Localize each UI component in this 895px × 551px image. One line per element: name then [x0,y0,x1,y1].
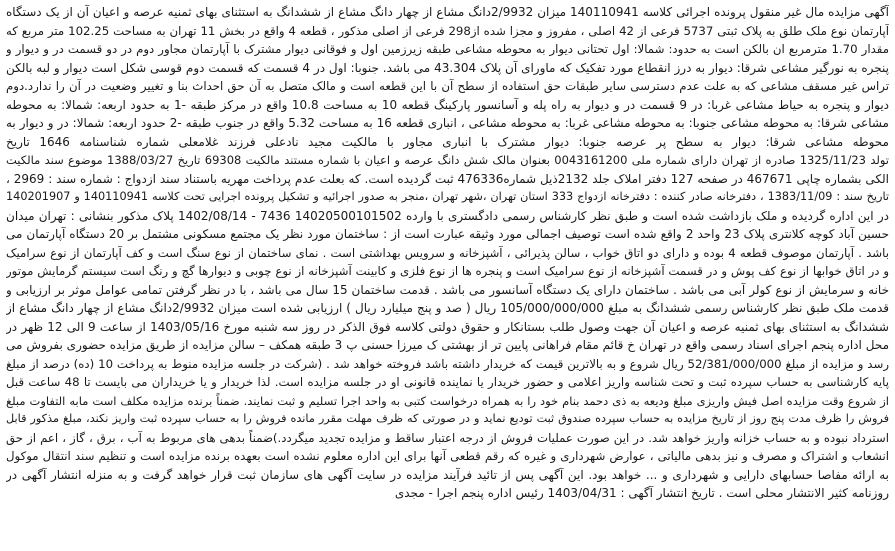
notice-line: روزنامه کثیر الانتشار محلی است . تاریخ انتشار آگهی : 1403/04/31 رئیس اداره پنجم اجرا - مجدی [394,486,889,500]
notice-line: الکی بشماره چاپی 467671 در صفحه 127 دفتر املاک جلد 2132ذیل شماره476336 ثبت گردیده است. که بعلت عدم پرداخت مهریه باستناد سند ازدواج : شماره سند : 2969 ، [6,171,889,186]
notice-line: تولد 1325/11/23 صادره از تهران دارای شماره ملی 0043161200 بعنوان مالک شش دانگ عرصه و اعیان با شماره مستند مالکیت 69308 تاریخ 1388/03/27 موضوع سند مالکیت [6,153,889,167]
notice-line: رسد و مزایده از مبلغ 52/381/000/000 ریال شروع و به بالاترین قیمت که خریدار داشته باشد فروخته خواهد شد . (شرکت در جلسه مزایده منوط به پرداخت 10 (ده) درصد از مبلغ [6,356,889,371]
notice-line: آگهی مزایده مال غیر منقول پرونده اجرائی کلاسه 140110941 میزان 2/9932دانگ مشاع از چهار دانگ مشاع از ششدانگ به استثنای بهای ثمنیه عرصه و اعیان آن از یک دستگاه [6,5,889,19]
notice-line: استرداد نبوده و به حساب خزانه واریز خواهد شد. در این صورت عملیات فروش از درجه اعتبار ساقط و مزایده تجدید میگردد.)ضمناً بدهی های مربوط به آب ، برق ، گاز ، اعم از حق [6,430,889,445]
notice-line: مشاعی شرقا: به محوطه مشاعی جنوبا: به محوطه مشاعی غربا: به محوطه مشاعی ، انباری قطعه 16 به مساحت 5.32 واقع در جنوب طبقه -2 حدود اربعه: شمالا: در و دیوار به [6,116,889,130]
notice-line: به ارائه مفاصا حسابهای دارایی و شهرداری و ... خواهد بود. این آگهی پس از تائید فرآیند مزایده در سایت آگهی های سازمان ثبت قرار خواهد گرفت و به منزله انتشار آگهی در [6,467,889,482]
notice-line: انشعاب و اشتراک و مصرف و نیز بدهی مالیاتی ، عوارض شهرداری و غیره که رقم قطعی آنها برای این اداره معلوم نشده است بعهده برنده مزایده است و تنظیم سند انتقال موکول [6,449,889,463]
notice-line: حسین آباد کوچه کلانتری پلاک 23 واحد 2 واقع شده است توصیف اجمالی مورد وثیقه عبارت است از : ساختمان مورد نظر یک مجتمع مسکونی مشتمل بر 20 دستگاه آپارتمان می [6,227,889,241]
notice-line: محوطه مشاعی شرقا: دیوار به سطح پر عرصه جنوبا: دیوار مشترک با انباری مجاور با مالکیت مجید نادعلی فرزند غلامعلی شماره شناسنامه 1646 تاریخ [6,134,889,149]
notice-line: و در اتاق خوابها از نوع کف پوش و در قسمت آشپزخانه از نوع سرامیک است و پنجره ها از نوع فلزی و کابینت آشپزخانه از نوع چوبی و دیوارها گچ و رنگ است سیستم گرمایش موتور [6,264,889,278]
notice-line: ششدانگ به استثنای بهای ثمنیه عرصه و اعیان آن جهت وصول طلب بستانکار و حقوق دولتی کلاسه فوق الذکر در روز سه شنبه مورخ 1403/05/16 از ساعت 9 الی 12 ظهر در [6,319,889,334]
notice-line: آپارتمان نوع ملک طلق به پلاک ثبتی 5737 فرعی از 42 اصلی ، مفروز و مجزا شده از298 فرعی از اصلی مذکور ، قطعه 4 واقع در بخش 11 تهران به مساحت 102.25 متر مربع که [6,23,889,38]
notice-line: مقدار 1.70 مترمربع ان بالکن است به حدود: شمالا: اول تحتانی دیوار به محوطه مشاعی طبقه زیرزمین اول و فوقانی دیوار مشترک با آپارتمان مجاور دوم در دو قسمت در و دیوار و [6,42,889,56]
notice-line: تاریخ سند : 1383/11/09 ، دفترخانه صادر کننده : دفترخانه ازدواج 333 استان تهران ،شهر تهران ،منجر به صدور اجرائیه و تشکیل پرونده اجرایی تحت کلاسه 140110941 و 140201907 [6,190,889,203]
notice-line: محل اداره پنجم اجرای اسناد رسمی واقع در تهران خ قائم مقام فراهانی پایین تر از بهشتی ک میرزا حسنی پ 3 طبقه همکف – سالن مزایده از طریق مزایده حضوری بفروش می [6,338,889,352]
notice-line: پایه کارشناسی به حساب سپرده ثبت و تحت شناسه واریز اعلامی و حضور خریدار یا نماینده قانونی او در جلسه مزایده است. لذا خریدار و یا خریداران می بایست تا 48 ساعت قبل [6,375,889,389]
notice-line: باشد . آپارتمان موصوف قطعه 4 بوده و دارای دو اتاق خواب ، سالن پذیرائی ، آشپزخانه و سرویس بهداشتی است . نمای ساختمان از نوع سنگ است و کف آپارتمان از نوع سرامیک [6,245,889,260]
notice-line: خانه و سرمایش از نوع کولر آبی می باشد . ساختمان دارای یک دستگاه آسانسور می باشد . قدمت ساختمان 15 سال می باشد ، با در نظر گرفتن تمامی عوامل موثر بر ارزیابی و [6,282,889,297]
notice-line: تراس غیر مسقف مشاعی که به علت عدم دسترسی سایر طبقات حق استفاده از سطح آن با این قطعه است و مالک متصل به آن حق احداث بنا و تغییر وضعیت در آن را ندارد.دوم [6,79,889,93]
notice-line: دیوار و پنجره به حیاط مشاعی غربا: در 9 قسمت در و دیوار به راه پله و آسانسور پارکینگ قطعه 10 به مساحت 10.8 واقع در مرکز طبقه -1 به حدود اربعه: شمالا: به محوطه [6,97,889,112]
notice-line: فروش را ظرف مدت پنج روز از تاریخ مزایده به حساب سپرده صندوق ثبت تودیع نماید و در صورتی که ظرف مهلت مقرر مانده فروش را به حساب سپرده ثبت واریز نکند، مبلغ مذکور قابل [6,412,889,425]
notice-line: در این اداره گردیده و ملک بازداشت شده است و طبق نظر کارشناس رسمی دادگستری با وارده 14020500101502 7436 - 1402/08/14 پلاک مذکور بنشانی : تهران میدان [6,208,889,223]
notice-line: پنجره به نورگیر مشاعی شرقا: دیوار به درز انقطاع مورد تفکیک که ماورای آن پلاک 43.304 می باشد. جنوبا: اول در 4 قسمت که قسمت دوم قوسی شکل است دیوار و لبه بالکن [6,60,889,75]
notice-line: از شروع وقت مزایده اصل فیش واریزی مبلغ ودیعه به ذی دحمد بنام خود را به همراه درخواست کتبی به واحد اجرا تسلیم و ثبت نمایند. ضمناً برنده مزایده مکلف است مابه التفاوت مبلغ [6,393,889,408]
notice-line: قدمت ملک طبق نظر کارشناس رسمی ششدانگ به مبلغ 105/000/000/000 ریال ( صد و پنج میلیارد ریال ) ارزیابی شده است میزان 2/9932دانگ مشاع از چهار دانگ مشاع از [6,301,889,315]
